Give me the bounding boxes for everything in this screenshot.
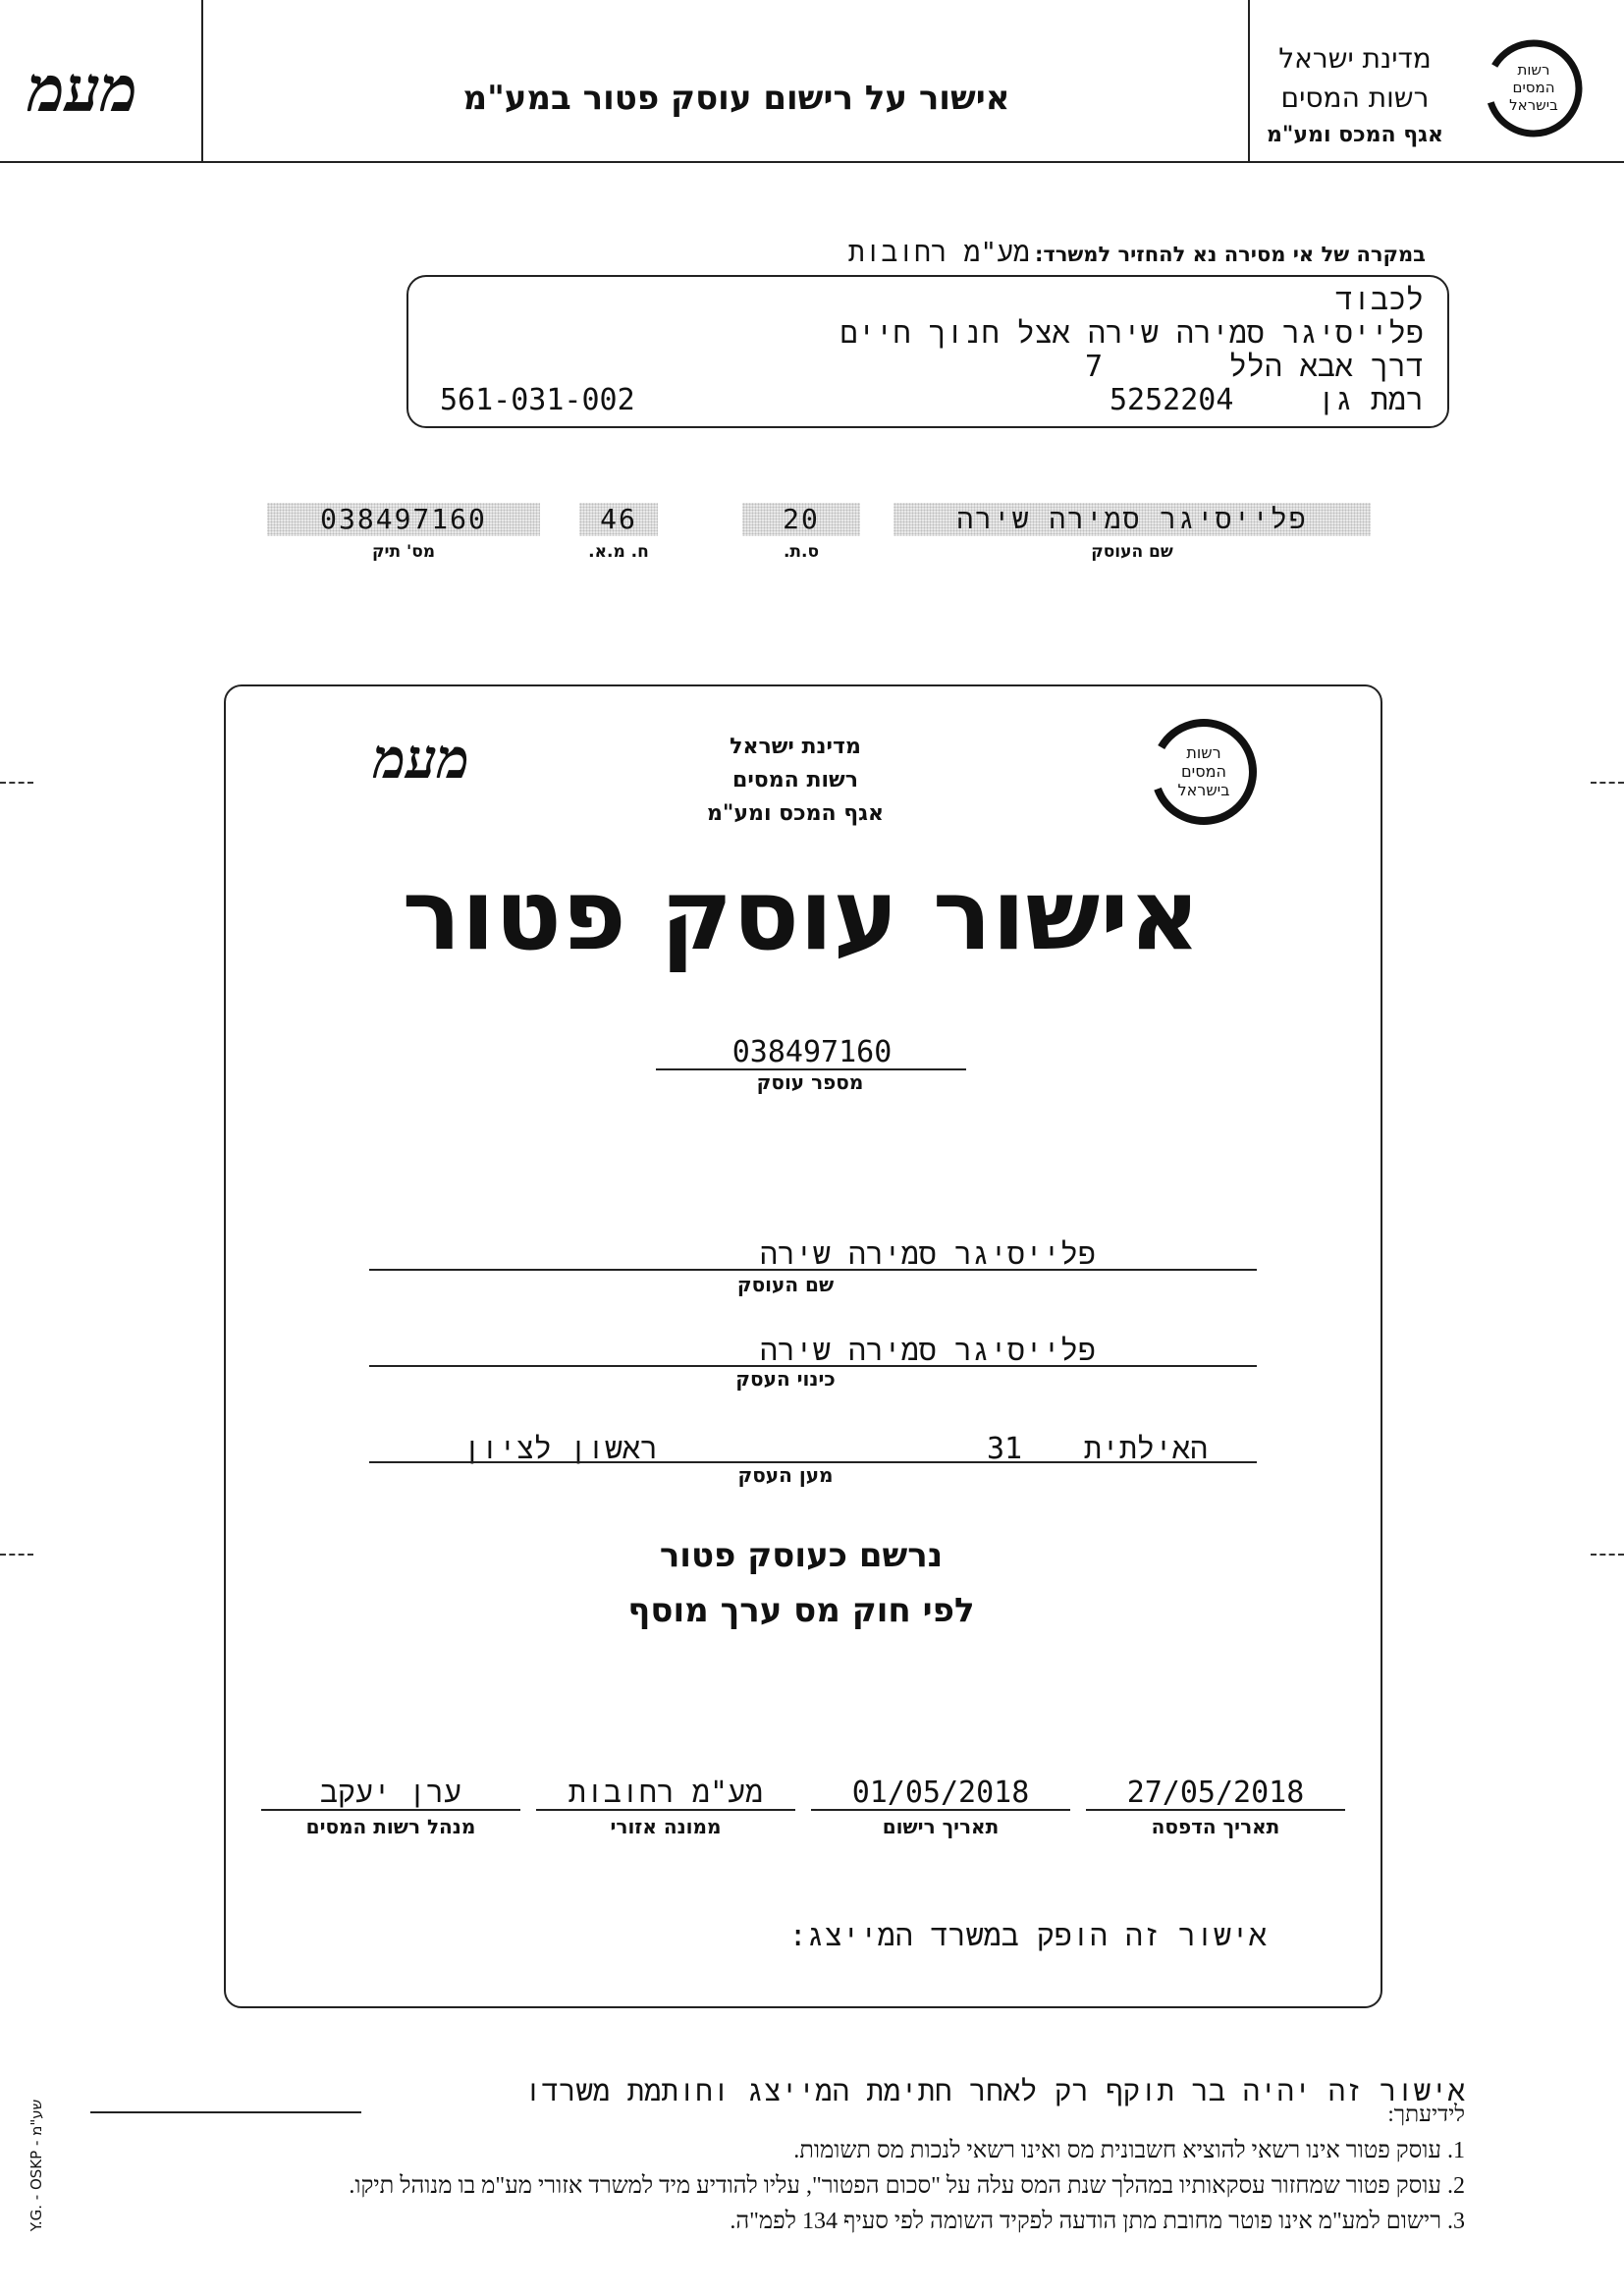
- summary-ch-ma: 46: [579, 503, 658, 536]
- header-divider-left: [201, 0, 203, 161]
- summary-file-no-label: מס' תיק: [371, 542, 436, 562]
- return-notice: [687, 236, 1426, 270]
- cert-seal-text-2: המסים: [1181, 762, 1226, 781]
- registered-statement-2: לפי חוק מס ערך מוסף: [627, 1591, 975, 1630]
- cert-maam-logo: מעמ: [373, 727, 470, 792]
- registration-date: 01/05/2018: [851, 1776, 1030, 1810]
- cert-org-line-2: רשות המסים: [732, 768, 858, 793]
- fold-mark: [0, 1554, 33, 1556]
- address-line-2: פלייסיגר סמירה שירה אצל חנוך חיים: [839, 316, 1424, 351]
- side-code: Y.G. - OSKP - שע"מ: [27, 2099, 45, 2232]
- dealer-name-label: שם העוסק: [736, 1273, 835, 1296]
- director-name: ערן יעקב: [319, 1776, 462, 1810]
- header-bottom-border: [0, 161, 1624, 163]
- org-line-1: מדינת ישראל: [1278, 42, 1432, 75]
- summary-name-label: שם העוסק: [1091, 542, 1173, 562]
- fold-mark: [1591, 1554, 1624, 1556]
- address-house-no: 7: [1085, 350, 1104, 384]
- issued-at-office: אישור זה הופק במשרד המייצג:: [788, 1919, 1267, 1953]
- dealer-number: 038497160: [731, 1035, 893, 1069]
- registration-date-label: תאריך רישום: [882, 1815, 1000, 1838]
- business-address-city: ראשון לציון: [462, 1432, 658, 1466]
- header-divider-right: [1248, 0, 1250, 161]
- maam-logo: מעמ: [27, 53, 138, 127]
- cert-org-line-1: מדינת ישראל: [730, 735, 861, 759]
- address-line-1: לכבוד: [1334, 283, 1424, 317]
- return-notice-label: במקרה של אי מסירה נא להחזיר למשרד:: [1034, 243, 1426, 266]
- return-notice-office: מע"מ רחובות: [847, 236, 1030, 268]
- fold-mark: [0, 782, 33, 784]
- print-date-underline: [1086, 1809, 1345, 1811]
- address-code: 561-031-002: [440, 383, 635, 417]
- regional-office: מע"מ רחובות: [568, 1776, 764, 1810]
- org-line-2: רשות המסים: [1280, 82, 1430, 114]
- seal-text-1: רשות: [1517, 61, 1550, 79]
- address-zip: 5252204: [1110, 383, 1234, 417]
- regional-office-underline: [536, 1809, 795, 1811]
- business-address-no: 31: [987, 1432, 1023, 1466]
- cert-org: [648, 731, 943, 831]
- org-line-3: אגף המכס ומע"מ: [1267, 123, 1443, 147]
- seal-text-3: בישראל: [1509, 96, 1558, 114]
- regional-office-label: ממונה אזורי: [610, 1815, 722, 1838]
- cert-seal-icon: [1149, 717, 1259, 827]
- dealer-number-label: מספר עוסק: [756, 1070, 864, 1094]
- business-address-street: האילתית: [1083, 1432, 1208, 1466]
- summary-st: 20: [742, 503, 860, 536]
- header-org: [1257, 39, 1453, 153]
- cert-seal-text-3: בישראל: [1177, 781, 1230, 799]
- dealer-name-underline: [369, 1269, 1257, 1271]
- fold-mark: [1591, 782, 1624, 784]
- cert-seal-text-1: רשות: [1186, 743, 1221, 762]
- notes-list: [137, 2133, 1465, 2239]
- director-name-underline: [261, 1809, 520, 1811]
- cert-org-line-3: אגף המכס ומע"מ: [707, 801, 884, 826]
- summary-st-label: ס.ת.: [783, 542, 820, 562]
- business-nickname: פלייסיגר סמירה שירה: [759, 1334, 1096, 1368]
- seal-text-2: המסים: [1512, 79, 1555, 96]
- business-nickname-label: כינוי העסק: [735, 1367, 836, 1391]
- business-address-label: מען העסק: [737, 1463, 834, 1487]
- certificate-title: אישור עוסק פטור: [402, 857, 1201, 972]
- dealer-name: פלייסיגר סמירה שירה: [759, 1237, 1096, 1272]
- note-item: 3. רישום למע"מ אינו פוטר מחובת מתן הודעה לפקיד השומה לפי סעיף 134 לפמ"ה.: [730, 2209, 1465, 2234]
- signature-line: [90, 2111, 361, 2113]
- registration-date-underline: [811, 1809, 1070, 1811]
- director-label: מנהל רשות המסים: [305, 1815, 476, 1838]
- summary-name: פלייסיגר סמירה שירה: [893, 503, 1371, 536]
- page-title: אישור על רישום עוסק פטור במע"מ: [462, 79, 1010, 118]
- tax-authority-seal-icon: [1483, 37, 1585, 139]
- note-item: 1. עוסק פטור אינו רשאי להוציא חשבונית מס ואינו רשאי לנכות מס תשומות.: [793, 2138, 1465, 2163]
- address-city: רמת גן: [1317, 383, 1424, 417]
- summary-file-no: 038497160: [267, 503, 540, 536]
- print-date-label: תאריך הדפסה: [1151, 1815, 1280, 1838]
- summary-ch-ma-label: ח. מ.א.: [588, 542, 649, 562]
- notice-title: לידיעתך:: [1387, 2102, 1465, 2126]
- validity-notice: אישור זה יהיה בר תוקף רק לאחר חתימת המייצג וחותמת משרדו: [524, 2074, 1465, 2107]
- address-street: דרך אבא הלל: [1228, 350, 1424, 384]
- registered-statement-1: נרשם כעוסק פטור: [659, 1536, 944, 1575]
- note-item: 2. עוסק פטור שמחזור עסקאותיו במהלך שנת המס עלה על "סכום הפטור", עליו להודיע מיד למשרד אזורי מע"מ בו מנוהל תיקו.: [349, 2173, 1465, 2199]
- print-date: 27/05/2018: [1126, 1776, 1305, 1810]
